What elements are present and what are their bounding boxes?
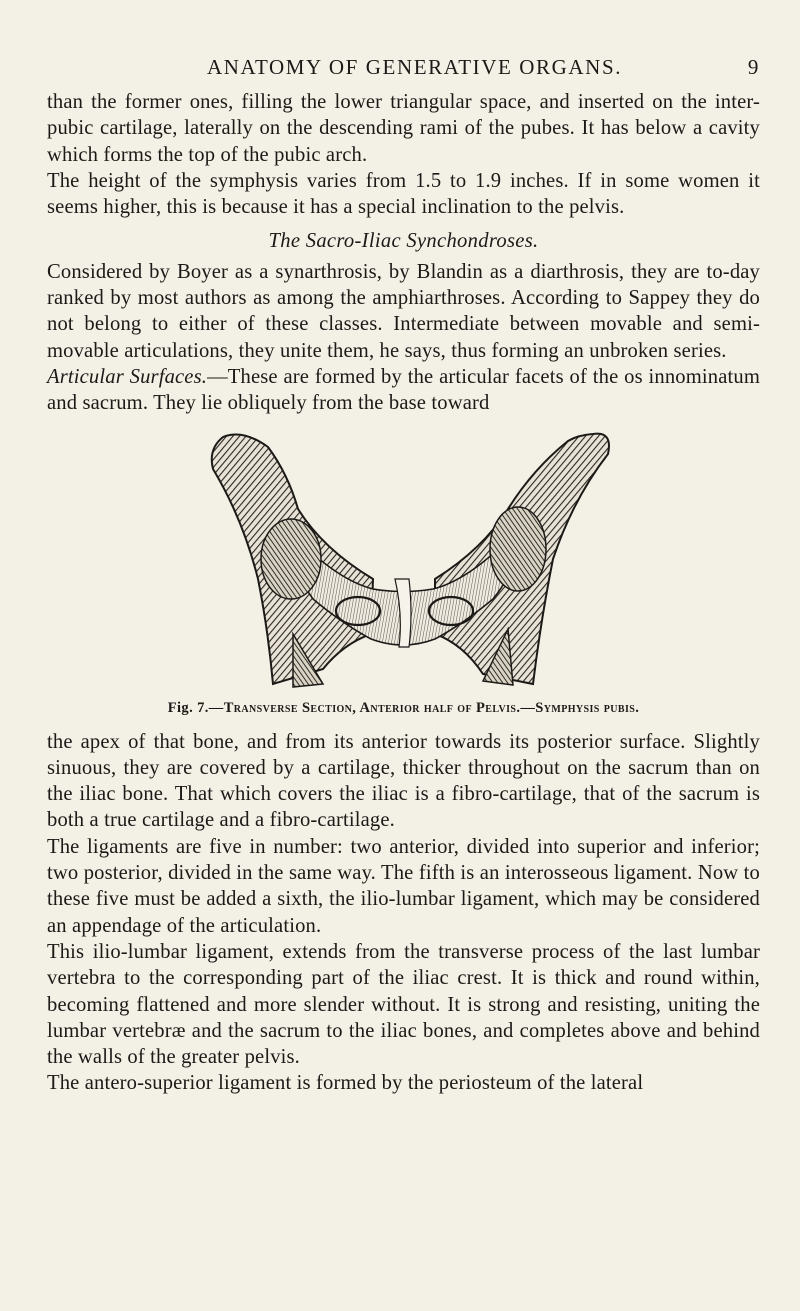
run-in-heading: Articular Surfaces. [47, 365, 208, 388]
figure-label: Fig. 7. [167, 699, 209, 716]
paragraph-articular-surfaces [47, 364, 760, 417]
right-bone-mass [490, 507, 546, 591]
figure-caption-text: —Transverse Section, Anterior half of Pelvis.—Symphysis pubis. [208, 699, 640, 716]
book-page [47, 55, 760, 1097]
running-head [47, 55, 760, 89]
pelvis-section-illustration [173, 429, 633, 691]
paragraph: This ilio-lumbar ligament, extends from the transverse process of the last lumbar vertebra to the corresponding part of the iliac crest. It is thick and round within, becoming flattened and more slender without. It is strong and resisting, uniting the lumbar vertebræ and the sacrum to the iliac bones, and completes above and behind the walls of the greater pelvis. [47, 940, 760, 1069]
left-bone-mass [261, 519, 321, 599]
paragraph-text: —These are formed by the articular facets of the os innominatum and sacrum. They lie obliquely from the base toward [47, 365, 761, 415]
paragraph: The antero-superior ligament is formed by the periosteum of the lateral [47, 1072, 644, 1095]
paragraph: Considered by Boyer as a synarthrosis, by Blandin as a diarthrosis, they are to-day ranked by most authors as among the amphiarthroses. According to Sappey they do not belong to either of these classes. Intermediate between movable and semi-movable articulations, they unite them, he says, thus forming an unbroken series. [47, 260, 760, 362]
figure-caption [47, 699, 760, 717]
paragraph: The height of the symphysis varies from 1.5 to 1.9 inches. If in some women it seems higher, this is because it has a special inclination to the pelvis. [47, 169, 760, 219]
running-head-title: ANATOMY OF GENERATIVE ORGANS. [207, 55, 623, 79]
figure-pelvis-section [47, 429, 760, 699]
paragraph: than the former ones, filling the lower triangular space, and inserted on the inter-pubic cartilage, laterally on the descending rami of the pubes. It has below a cavity which forms the top of the pubic arch. [47, 91, 760, 166]
paragraph: The ligaments are five in number: two anterior, divided into superior and inferior; two posterior, divided in the same way. The fifth is an interosseous ligament. Now to these five must be added a sixth, the ilio-lumbar ligament, which may be considered an appendage of the articulation. [47, 835, 760, 937]
section-heading: The Sacro-Iliac Synchondroses. [268, 230, 539, 253]
page-number: 9 [747, 55, 760, 79]
paragraph: the apex of that bone, and from its anterior towards its posterior surface. Slightly sinuous, they are covered by a cartilage, thicker throughout on the sacrum than on the iliac bone. That which covers the iliac is a fibro-cartilage, that of the sacrum is both a true cartilage and a fibro-cartilage. [47, 730, 760, 832]
